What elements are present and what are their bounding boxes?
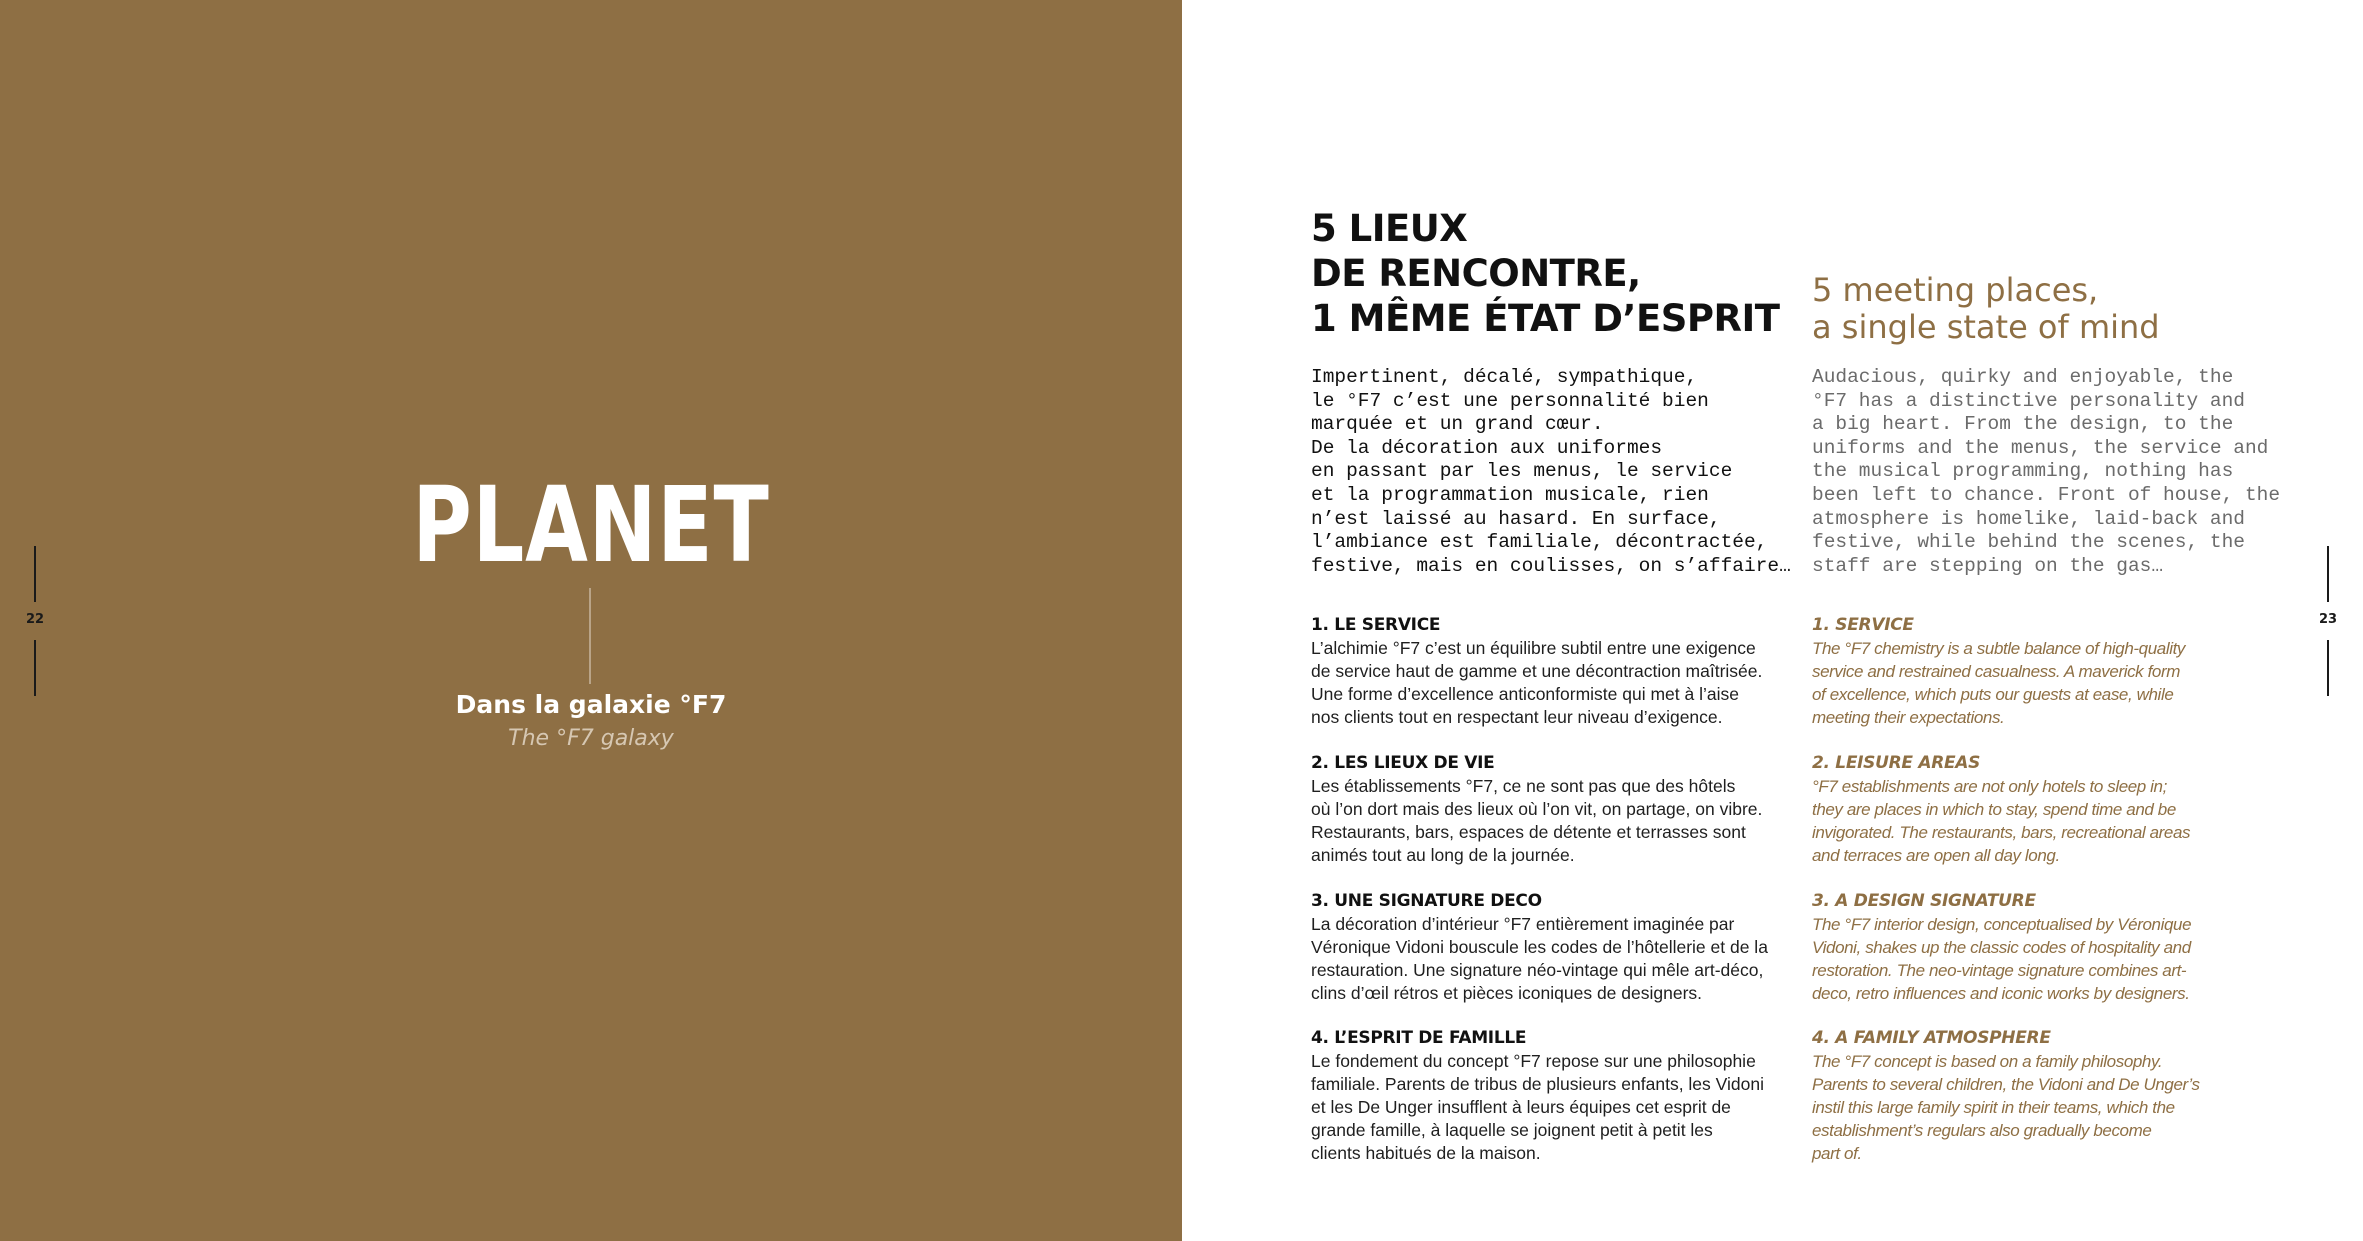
section-title: 3. A DESIGN SIGNATURE bbox=[1812, 891, 2036, 911]
section-line: L’alchimie °F7 c’est un équilibre subtil entre une exigence bbox=[1311, 638, 1756, 658]
section-line: of excellence, which puts our guests at ease, while bbox=[1812, 685, 2174, 704]
section-line: grande famille, à laquelle se joignent petit à petit les bbox=[1311, 1120, 1713, 1140]
section-line: où l’on dort mais des lieux où l’on vit, on partage, on vibre. bbox=[1311, 799, 1763, 819]
section-line: The °F7 interior design, conceptualised by Véronique bbox=[1812, 915, 2192, 934]
intro-en-line: a big heart. From the design, to the bbox=[1812, 413, 2234, 436]
section-title: 4. A FAMILY ATMOSPHERE bbox=[1812, 1028, 2051, 1048]
galaxy-subtitle-fr: Dans la galaxie °F7 bbox=[455, 690, 727, 719]
intro-en-line: festive, while behind the scenes, the bbox=[1812, 531, 2245, 554]
intro-en-line: uniforms and the menus, the service and bbox=[1812, 436, 2269, 459]
title-fr-line: DE RENCONTRE, bbox=[1311, 252, 1641, 295]
planet-title: PLANET bbox=[412, 464, 770, 586]
intro-en-line: the musical programming, nothing has bbox=[1812, 460, 2234, 483]
section-line: Une forme d’excellence anticonformiste qui met à l’aise bbox=[1311, 684, 1739, 704]
section-line: meeting their expectations. bbox=[1812, 708, 2005, 727]
section-en-leisure bbox=[1812, 752, 2252, 867]
intro-en-line: been left to chance. Front of house, the bbox=[1812, 483, 2281, 506]
title-fr-line: 1 MÊME ÉTAT D’ESPRIT bbox=[1311, 297, 1780, 340]
title-divider bbox=[589, 588, 591, 684]
section-fr-lieux bbox=[1311, 752, 1791, 867]
intro-fr-line: le °F7 c’est une personnalité bien bbox=[1311, 389, 1709, 412]
section-line: Les établissements °F7, ce ne sont pas que des hôtels bbox=[1311, 776, 1736, 796]
section-line: Vidoni, shakes up the classic codes of hospitality and bbox=[1812, 938, 2191, 957]
right-page-rule-bottom bbox=[2327, 640, 2329, 696]
section-title: 4. L’ESPRIT DE FAMILLE bbox=[1311, 1028, 1527, 1048]
section-title: 2. LEISURE AREAS bbox=[1812, 753, 1981, 773]
left-page-rule-bottom bbox=[34, 640, 36, 696]
section-fr-famille bbox=[1311, 1027, 1791, 1165]
intro-en-line: staff are stepping on the gas… bbox=[1812, 554, 2164, 577]
intro-en bbox=[1812, 366, 2280, 578]
intro-fr-line: l’ambiance est familiale, décontractée, bbox=[1311, 531, 1768, 554]
intro-fr-line: festive, mais en coulisses, on s’affaire… bbox=[1311, 554, 1791, 577]
main-title-en bbox=[1812, 272, 2292, 346]
section-en-design bbox=[1812, 890, 2252, 1005]
section-line: invigorated. The restaurants, bars, recreational areas bbox=[1812, 823, 2191, 842]
section-line: et les De Unger insufflent à leurs équipes cet esprit de bbox=[1311, 1097, 1731, 1117]
section-title: 3. UNE SIGNATURE DECO bbox=[1311, 891, 1542, 911]
section-line: and terraces are open all day long. bbox=[1812, 846, 2060, 865]
section-body bbox=[1812, 775, 2252, 867]
section-line: deco, retro influences and iconic works by designers. bbox=[1812, 984, 2190, 1003]
intro-fr-line: marquée et un grand cœur. bbox=[1311, 413, 1604, 436]
section-title: 1. LE SERVICE bbox=[1311, 615, 1441, 635]
title-en-line: a single state of mind bbox=[1812, 308, 2160, 346]
section-line: establishment’s regulars also gradually become bbox=[1812, 1121, 2152, 1140]
section-en-service bbox=[1812, 614, 2252, 729]
main-title-fr bbox=[1311, 206, 1791, 341]
section-line: part of. bbox=[1812, 1144, 1862, 1163]
right-page-rule-top bbox=[2327, 546, 2329, 602]
left-page-number: 22 bbox=[25, 612, 45, 627]
intro-en-line: atmosphere is homelike, laid-back and bbox=[1812, 507, 2245, 530]
intro-fr-line: et la programmation musicale, rien bbox=[1311, 483, 1709, 506]
section-line: clins d’œil rétros et pièces iconiques de designers. bbox=[1311, 983, 1703, 1003]
section-line: nos clients tout en respectant leur niveau d’exigence. bbox=[1311, 707, 1723, 727]
section-line: °F7 establishments are not only hotels to sleep in; bbox=[1812, 777, 2167, 796]
section-line: familiale. Parents de tribus de plusieurs enfants, les Vidoni bbox=[1311, 1074, 1764, 1094]
section-body bbox=[1311, 637, 1791, 729]
intro-fr bbox=[1311, 366, 1791, 578]
intro-fr-line: en passant par les menus, le service bbox=[1311, 460, 1733, 483]
section-line: service and restrained casualness. A maverick form bbox=[1812, 662, 2181, 681]
section-title: 2. LES LIEUX DE VIE bbox=[1311, 753, 1495, 773]
section-body bbox=[1812, 1050, 2252, 1165]
section-body bbox=[1311, 775, 1791, 867]
section-line: La décoration d’intérieur °F7 entièrement imaginée par bbox=[1311, 914, 1735, 934]
intro-fr-line: n’est laissé au hasard. En surface, bbox=[1311, 507, 1721, 530]
intro-fr-line: Impertinent, décalé, sympathique, bbox=[1311, 366, 1698, 388]
section-line: Véronique Vidoni bouscule les codes de l’hôtellerie et de la bbox=[1311, 937, 1768, 957]
galaxy-subtitle-en: The °F7 galaxy bbox=[508, 726, 674, 751]
intro-en-line: Audacious, quirky and enjoyable, the bbox=[1812, 366, 2234, 388]
section-fr-service bbox=[1311, 614, 1791, 729]
section-line: animés tout au long de la journée. bbox=[1311, 845, 1575, 865]
section-body bbox=[1812, 913, 2252, 1005]
section-line: Restaurants, bars, espaces de détente et terrasses sont bbox=[1311, 822, 1746, 842]
section-line: they are places in which to stay, spend time and be bbox=[1812, 800, 2176, 819]
right-page-number: 23 bbox=[2318, 612, 2338, 627]
section-line: instil this large family spirit in their teams, which the bbox=[1812, 1098, 2175, 1117]
section-en-family bbox=[1812, 1027, 2252, 1165]
section-line: clients habitués de la maison. bbox=[1311, 1143, 1541, 1163]
section-body bbox=[1812, 637, 2252, 729]
title-en-line: 5 meeting places, bbox=[1812, 271, 2099, 309]
section-body bbox=[1311, 1050, 1791, 1165]
left-page-rule-top bbox=[34, 546, 36, 602]
section-line: The °F7 chemistry is a subtle balance of high-quality bbox=[1812, 639, 2186, 658]
section-fr-deco bbox=[1311, 890, 1791, 1005]
section-line: Parents to several children, the Vidoni and De Unger’s bbox=[1812, 1075, 2200, 1094]
section-line: The °F7 concept is based on a family philosophy. bbox=[1812, 1052, 2163, 1071]
intro-en-line: °F7 has a distinctive personality and bbox=[1812, 389, 2245, 412]
section-line: Le fondement du concept °F7 repose sur une philosophie bbox=[1311, 1051, 1756, 1071]
section-line: restauration. Une signature néo-vintage qui mêle art-déco, bbox=[1311, 960, 1764, 980]
section-body bbox=[1311, 913, 1791, 1005]
section-line: restoration. The neo-vintage signature combines art- bbox=[1812, 961, 2187, 980]
intro-fr-line: De la décoration aux uniformes bbox=[1311, 436, 1663, 459]
title-fr-line: 5 LIEUX bbox=[1311, 207, 1468, 250]
section-title: 1. SERVICE bbox=[1812, 615, 1914, 635]
section-line: de service haut de gamme et une décontraction maîtrisée. bbox=[1311, 661, 1763, 681]
